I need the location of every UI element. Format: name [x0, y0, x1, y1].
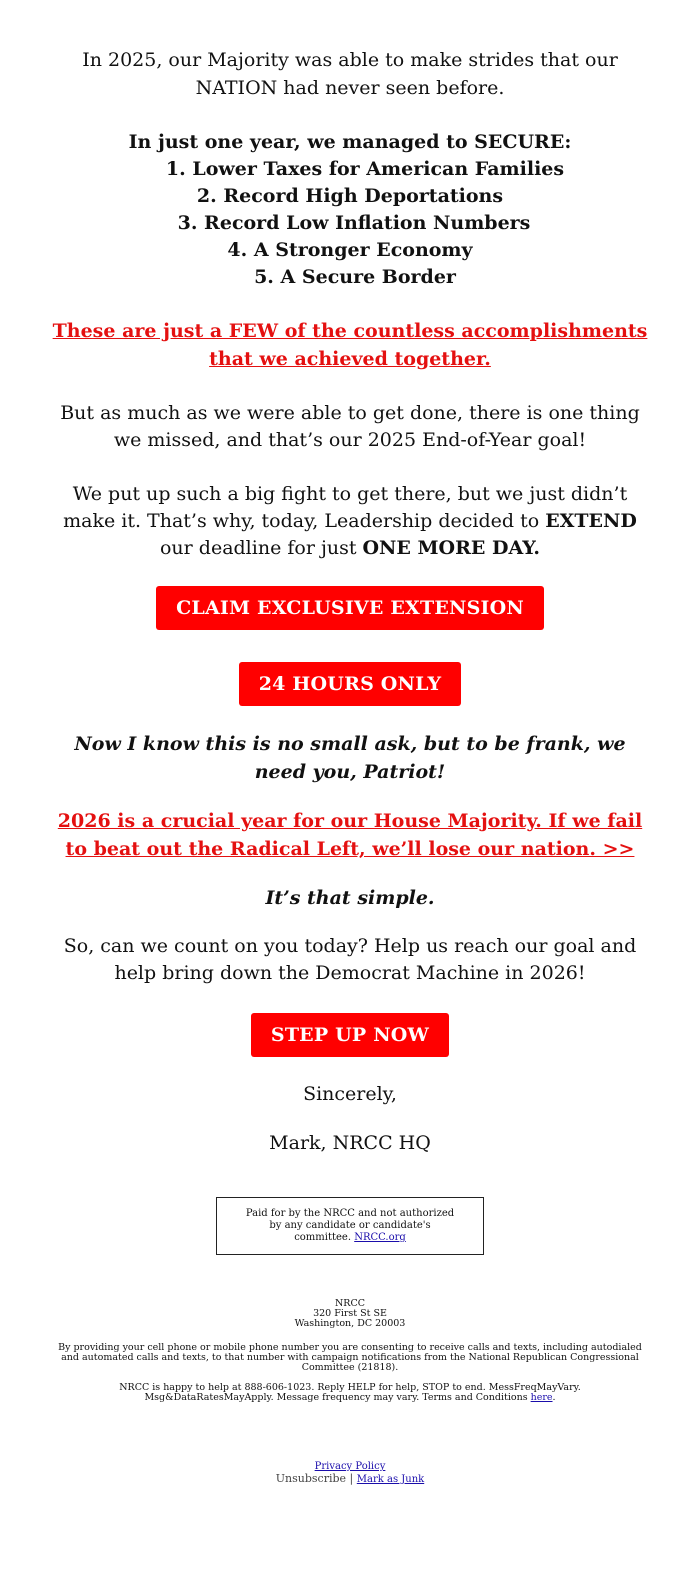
bottom-links	[50, 1459, 650, 1485]
sign-off: Sincerely,	[303, 1083, 397, 1105]
extend-emphasis: EXTEND	[545, 510, 637, 532]
fight-text-2: our deadline for just	[159, 537, 363, 559]
list-item: 4. A Stronger Economy	[227, 239, 473, 261]
secure-heading: In just one year, we managed to SECURE:	[128, 131, 572, 153]
accomplishments-link[interactable]: These are just a FEW of the countless accomplishments that we achieved together.	[52, 320, 648, 370]
intro-paragraph: In 2025, our Majority was able to make strides that our NATION had never seen before.	[82, 49, 618, 99]
footer	[50, 1299, 650, 1403]
org-name: NRCC	[334, 1298, 365, 1309]
separator: |	[349, 1472, 354, 1485]
unsubscribe-link[interactable]: Unsubscribe	[275, 1472, 347, 1485]
crucial-year-link[interactable]: 2026 is a crucial year for our House Majority. If we fail to beat out the Radical Left, we’ll lose our nation. >>	[57, 810, 643, 860]
help-text: NRCC is happy to help at 888-606-1023. Reply HELP for help, STOP to end. MessFreqMayVary. Msg&DataRatesMayApply. Message frequency may vary. Terms and Conditions here.	[119, 1382, 581, 1403]
simple-text: It’s that simple.	[265, 887, 435, 909]
accomplishment-list	[50, 156, 650, 291]
list-item: 2. Record High Deportations	[196, 185, 504, 207]
step-up-button[interactable]: STEP UP NOW	[251, 1013, 449, 1057]
24-hours-button[interactable]: 24 HOURS ONLY	[239, 662, 461, 706]
claim-extension-button[interactable]: CLAIM EXCLUSIVE EXTENSION	[156, 586, 544, 630]
list-item: 5. A Secure Border	[254, 266, 456, 288]
privacy-policy-link[interactable]: Privacy Policy	[314, 1461, 386, 1472]
disclaimer-box	[216, 1197, 484, 1255]
count-paragraph: So, can we count on you today? Help us reach our goal and help bring down the Democrat Machine in 2026!	[63, 935, 637, 984]
consent-text: By providing your cell phone or mobile phone number you are consenting to receive calls and texts, including autodialed and automated calls and texts, to that number with campaign notifications from the National Republican Congressional Committee (21818).	[58, 1342, 642, 1373]
missed-paragraph: But as much as we were able to get done, there is one thing we missed, and that’s our 2025 End-of-Year goal!	[60, 402, 640, 451]
org-street: 320 First St SE	[313, 1308, 387, 1319]
fight-paragraph	[50, 481, 650, 562]
nrcc-link[interactable]: NRCC.org	[354, 1232, 406, 1243]
mark-as-junk-link[interactable]: Mark as Junk	[356, 1474, 425, 1485]
fight-text-1: We put up such a big fight to get there, but we just didn’t make it. That’s why, today, Leadership decided to	[63, 483, 628, 532]
one-more-day-emphasis: ONE MORE DAY.	[362, 537, 540, 559]
ask-text: Now I know this is no small ask, but to be frank, we need you, Patriot!	[74, 733, 626, 783]
terms-here-link[interactable]: here	[530, 1392, 553, 1403]
disclaimer-text: Paid for by the NRCC and not authorized by any candidate or candidate's committee.	[245, 1208, 455, 1243]
org-city: Washington, DC 20003	[294, 1318, 406, 1329]
signature: Mark, NRCC HQ	[269, 1132, 431, 1154]
email-body	[50, 0, 650, 1485]
list-item: 1. Lower Taxes for American Families	[165, 158, 565, 180]
help-text-body: NRCC is happy to help at 888-606-1023. Reply HELP for help, STOP to end. MessFreqMayVary. Msg&DataRatesMayApply. Message frequency may vary. Terms and Conditions	[119, 1382, 581, 1403]
list-item: 3. Record Low Inflation Numbers	[177, 212, 531, 234]
